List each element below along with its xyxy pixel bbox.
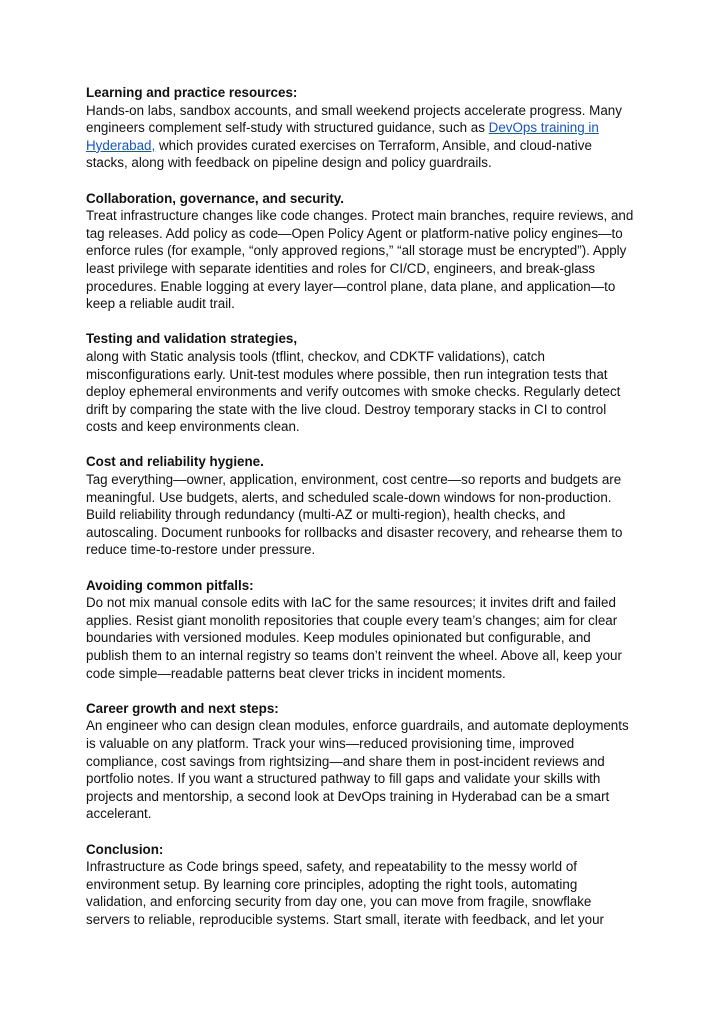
section-body: Treat infrastructure changes like code changes. Protect main branches, require reviews, and tag releases. Add policy as code—Open Policy Agent or platform-native policy engines—to enforce rules (for example, “only approved regions,” “all storage must be encrypted”). Apply least privilege with separate identities and roles for CI/CD, engineers, and break-glass procedures. Enable logging at every layer—control plane, data plane, and application—to keep a reliable audit trail. (86, 208, 634, 312)
section-learning-resources (86, 84, 636, 172)
section-body: along with Static analysis tools (tflint, checkov, and CDKTF validations), catch misconfigurations early. Unit-test modules where possible, then run integration tests that deploy ephemeral environments and verify outcomes with smoke checks. Regularly detect drift by comparing the state with the live cloud. Destroy temporary stacks in CI to control costs and keep environments clean. (86, 348, 621, 435)
section-heading: Collaboration, governance, and security. (86, 190, 344, 206)
section-body: An engineer who can design clean modules, enforce guardrails, and automate deployments is valuable on any platform. Track your wins—reduced provisioning time, improved compliance, cost savings from rightsizing—and share them in post-incident reviews and portfolio notes. If you want a structured pathway to fill gaps and validate your skills with projects and mentorship, a second look at DevOps training in Hyderabad can be a smart accelerant. (86, 718, 629, 822)
section-heading: Testing and validation strategies, (86, 331, 298, 347)
body-text-after-link: which provides curated exercises on Terraform, Ansible, and cloud-native stacks, along with feedback on pipeline design and policy guardrails. (86, 137, 592, 171)
section-common-pitfalls (86, 577, 636, 683)
section-heading: Cost and reliability hygiene. (86, 454, 264, 470)
section-cost-reliability (86, 453, 636, 559)
section-heading: Avoiding common pitfalls: (86, 577, 254, 593)
devops-training-link[interactable]: DevOps training in Hyderabad, (86, 120, 599, 153)
section-body (86, 102, 636, 172)
section-body: Do not mix manual console edits with IaC for the same resources; it invites drift and failed applies. Resist giant monolith repositories that couple every team’s changes; aim for clear boundaries with versioned modules. Keep modules opinionated but configurable, and publish them to an internal registry so teams don’t reinvent the wheel. Above all, keep your code simple—readable patterns beat clever tricks in incident moments. (86, 595, 622, 681)
section-testing-validation (86, 330, 636, 436)
section-body: Infrastructure as Code brings speed, safety, and repeatability to the messy world of environment setup. By learning core principles, adopting the right tools, automating validation, and enforcing security from day one, you can move from fragile, snowflake servers to reliable, reproducible systems. Start small, iterate with feedback, and let your (86, 859, 604, 927)
document-page (86, 84, 636, 946)
section-collaboration-governance (86, 190, 636, 313)
section-career-growth (86, 700, 636, 823)
section-body: Tag everything—owner, application, environment, cost centre—so reports and budgets are meaningful. Use budgets, alerts, and scheduled scale-down windows for non-production. Build reliability through redundancy (multi-AZ or multi-region), health checks, and autoscaling. Document runbooks for rollbacks and disaster recovery, and rehearse them to reduce time-to-restore under pressure. (86, 472, 623, 558)
body-text-before-link: Hands-on labs, sandbox accounts, and small weekend projects accelerate progress. Many engineers complement self-study with structured guidance, such as (86, 102, 622, 136)
section-heading: Career growth and next steps: (86, 700, 279, 716)
section-conclusion (86, 841, 636, 929)
section-heading: Conclusion: (86, 841, 164, 857)
section-heading: Learning and practice resources: (86, 85, 298, 100)
